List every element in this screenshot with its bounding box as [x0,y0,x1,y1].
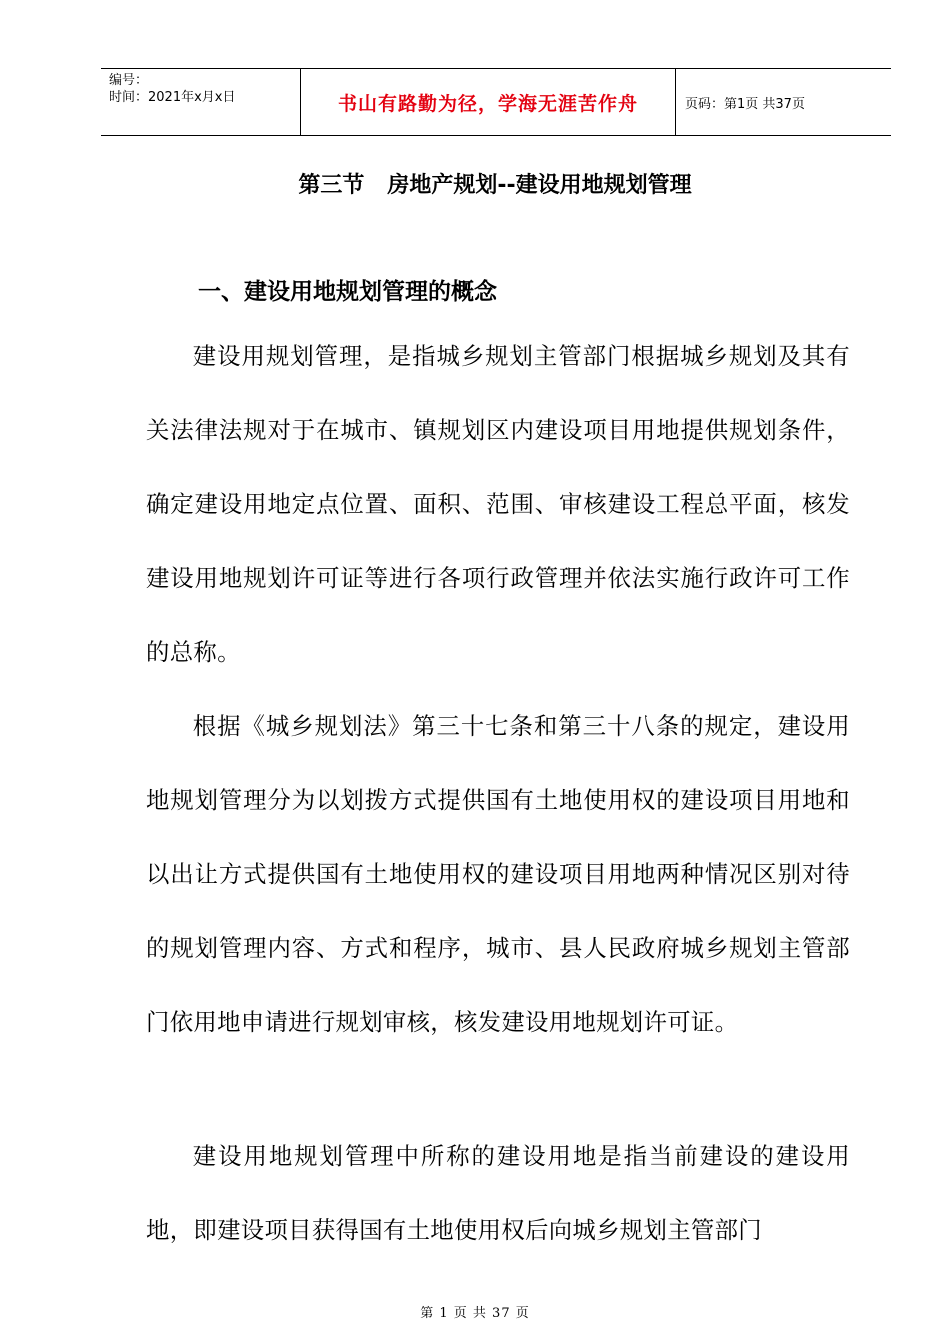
body-paragraph-3: 建设用地规划管理中所称的建设用地是指当前建设的建设用地，即建设项目获得国有土地使用权后向城乡规划主管部门 [146,1142,850,1244]
header-motto: 书山有路勤为径，学海无涯苦作舟 [301,69,676,135]
body-paragraph-2: 根据《城乡规划法》第三十七条和第三十八条的规定，建设用地规划管理分为以划拨方式提供国有土地使用权的建设项目用地和以出让方式提供国有土地使用权的建设项目用地两种情况区别对待的规划管理内容、方式和程序，城市、县人民政府城乡规划主管部门依用地申请进行规划审核，核发建设用地规划许可证。 [146,712,850,1036]
section-heading: 一、建设用地规划管理的概念 [198,279,497,305]
document-number-label: 编号： [109,73,149,88]
header-meta [101,69,301,135]
header-page-number: 页码：第1页 共37页 [685,96,805,112]
document-date: 时间：2021年x月x日 [109,90,236,105]
document-title: 第三节 房地产规划--建设用地规划管理 [298,173,692,198]
page-header [101,68,891,136]
page-footer: 第 1 页 共 37 页 [420,1306,530,1321]
body-paragraph-1: 建设用规划管理，是指城乡规划主管部门根据城乡规划及其有关法律法规对于在城市、镇规划区内建设项目用地提供规划条件，确定建设用地定点位置、面积、范围、审核建设工程总平面，核发建设用地规划许可证等进行各项行政管理并依法实施行政许可工作的总称。 [146,342,850,666]
